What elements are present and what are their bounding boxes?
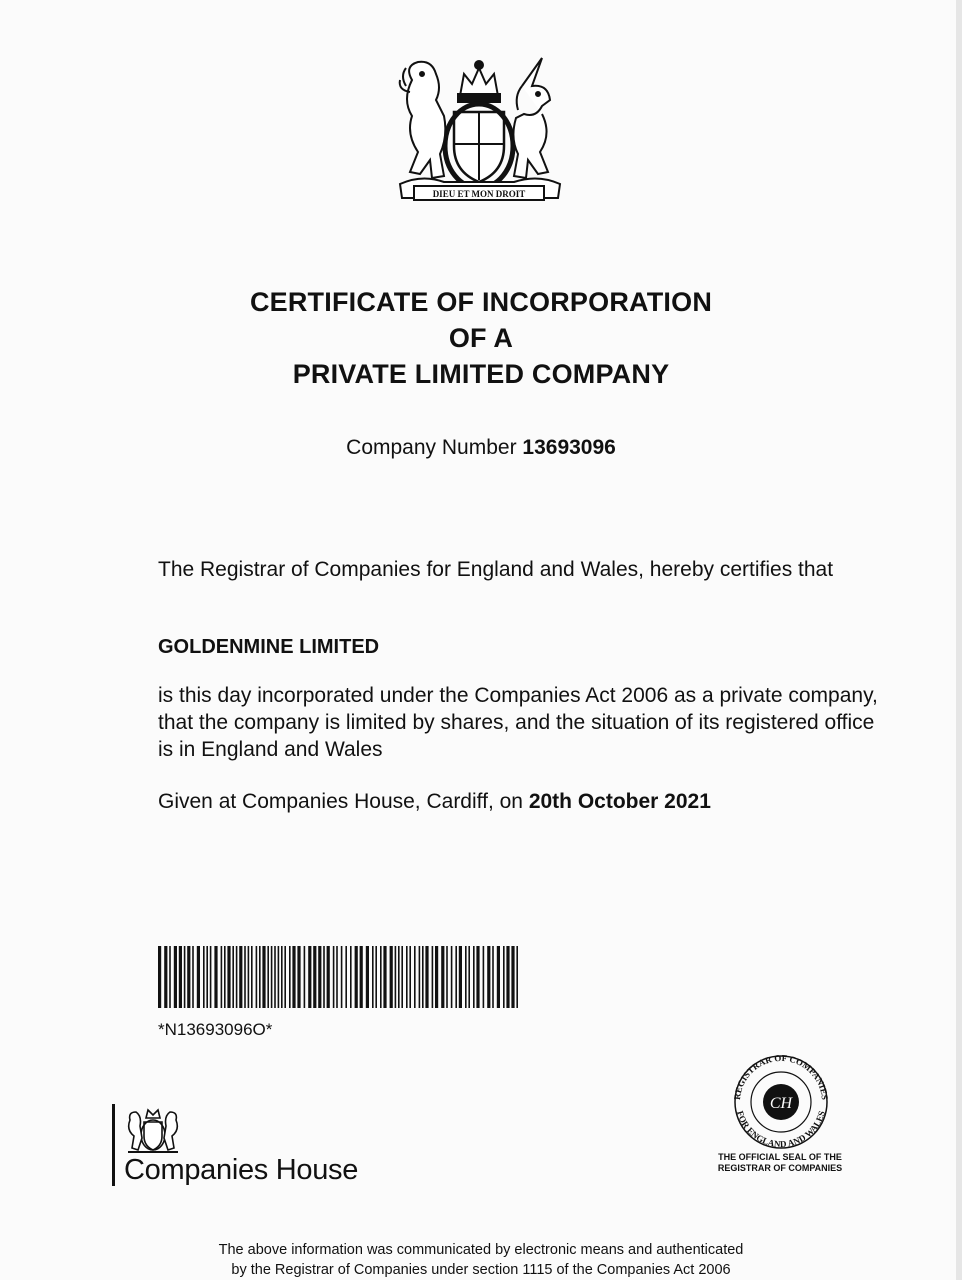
barcode-bar xyxy=(425,946,428,1008)
barcode-bar xyxy=(169,946,171,1008)
barcode-bar xyxy=(318,946,321,1008)
barcode-bar xyxy=(465,946,467,1008)
company-number-label: Company Number xyxy=(346,436,517,459)
barcode-bar xyxy=(210,946,212,1008)
barcode-bar xyxy=(192,946,194,1008)
barcode-bar xyxy=(350,946,352,1008)
logo-bar xyxy=(112,1104,115,1186)
barcode-bar xyxy=(304,946,306,1008)
barcode-bar xyxy=(179,946,182,1008)
barcode-bar xyxy=(214,946,217,1008)
barcode-bar xyxy=(422,946,424,1008)
barcode-bar xyxy=(435,946,438,1008)
royal-coat-of-arms-icon xyxy=(124,1106,182,1156)
barcode-bar xyxy=(459,946,462,1008)
barcode-bar xyxy=(259,946,261,1008)
title-line-2: OF A xyxy=(448,323,514,353)
company-number xyxy=(0,436,962,460)
barcode-bar xyxy=(409,946,411,1008)
barcode-bar xyxy=(455,946,457,1008)
seal-caption xyxy=(700,1152,860,1174)
seal-caption-line-1: THE OFFICIAL SEAL OF THE xyxy=(718,1152,842,1162)
barcode-bar xyxy=(206,946,208,1008)
barcode-bar xyxy=(441,946,444,1008)
barcode-bar xyxy=(197,946,200,1008)
barcode-bar xyxy=(244,946,246,1008)
certification-intro: The Registrar of Companies for England and Wales, hereby certifies that xyxy=(158,558,834,581)
barcode-text: *N13693096O* xyxy=(158,1020,273,1039)
barcode-bar xyxy=(174,946,177,1008)
barcode-bar xyxy=(158,946,161,1008)
given-prefix: Given at Companies House, Cardiff, on xyxy=(158,790,523,813)
barcode-bar xyxy=(271,946,273,1008)
barcode-bar xyxy=(383,946,386,1008)
given-at-line xyxy=(158,788,878,815)
barcode-bar xyxy=(333,946,335,1008)
barcode-bar xyxy=(281,946,283,1008)
barcode-bar xyxy=(372,946,374,1008)
barcode-bar xyxy=(323,946,325,1008)
barcode-bar xyxy=(256,946,258,1008)
barcode-bar xyxy=(375,946,377,1008)
barcode-bar xyxy=(390,946,393,1008)
barcode-bar xyxy=(203,946,205,1008)
companies-house-name: Companies House xyxy=(124,1154,359,1186)
barcode-bar xyxy=(236,946,238,1008)
barcode-bar xyxy=(492,946,494,1008)
barcode-bar xyxy=(262,946,265,1008)
incorporation-statement: is this day incorporated under the Companies Act 2006 as a private company, that the company is limited by shares, and the situation of its registered office is in England and Wales xyxy=(158,684,878,761)
barcode-bar xyxy=(267,946,269,1008)
barcode-bar xyxy=(503,946,505,1008)
incorporation-date: 20th October 2021 xyxy=(528,790,711,813)
barcode-bar xyxy=(239,946,242,1008)
barcode-bar xyxy=(327,946,330,1008)
barcode-bar xyxy=(511,946,514,1008)
barcode-bar xyxy=(274,946,276,1008)
company-number-value: 13693096 xyxy=(522,436,616,459)
barcode-bar xyxy=(292,946,295,1008)
barcode-bar xyxy=(187,946,190,1008)
barcode-bar xyxy=(473,946,475,1008)
official-seal-icon xyxy=(722,1052,840,1152)
seal-ring-top: REGISTRAR OF COMPANIES xyxy=(731,1052,830,1101)
barcode-bar xyxy=(360,946,363,1008)
barcode-bar xyxy=(341,946,343,1008)
barcode-bar xyxy=(451,946,453,1008)
seal-monogram: CH xyxy=(769,1095,793,1112)
crest-motto: DIEU ET MON DROIT xyxy=(432,189,526,199)
barcode xyxy=(158,946,520,1008)
barcode-bar xyxy=(432,946,434,1008)
companies-house-logo xyxy=(112,1104,382,1188)
barcode-bar xyxy=(398,946,400,1008)
barcode-bar xyxy=(232,946,234,1008)
barcode-bar xyxy=(284,946,286,1008)
barcode-bar xyxy=(227,946,230,1008)
page-edge xyxy=(956,0,962,1280)
barcode-bar xyxy=(251,946,253,1008)
barcode-bar xyxy=(406,946,408,1008)
barcode-bar xyxy=(419,946,421,1008)
barcode-bar xyxy=(336,946,338,1008)
barcode-bar xyxy=(366,946,369,1008)
barcode-bar xyxy=(297,946,300,1008)
barcode-bar xyxy=(164,946,167,1008)
royal-coat-of-arms-icon xyxy=(392,56,567,206)
barcode-bar xyxy=(355,946,358,1008)
barcode-bar xyxy=(248,946,250,1008)
barcode-bar xyxy=(308,946,311,1008)
barcode-bar xyxy=(224,946,226,1008)
seal-ring-bottom: FOR ENGLAND AND WALES xyxy=(735,1109,827,1150)
barcode-bar xyxy=(278,946,280,1008)
barcode-bar xyxy=(446,946,448,1008)
barcode-bar xyxy=(483,946,485,1008)
barcode-bar xyxy=(506,946,509,1008)
barcode-bar xyxy=(345,946,347,1008)
seal-caption-line-2: REGISTRAR OF COMPANIES xyxy=(717,1163,843,1173)
barcode-bar xyxy=(516,946,518,1008)
footer-line-1: The above information was communicated by electronic means and authenticated xyxy=(218,1242,744,1258)
barcode-bar xyxy=(476,946,479,1008)
barcode-bar xyxy=(380,946,382,1008)
certificate-title xyxy=(0,284,962,392)
barcode-bar xyxy=(401,946,403,1008)
barcode-bar xyxy=(414,946,416,1008)
authentication-footer xyxy=(0,1240,962,1280)
barcode-bar xyxy=(487,946,490,1008)
barcode-bar xyxy=(497,946,500,1008)
barcode-bar xyxy=(184,946,186,1008)
barcode-bar xyxy=(289,946,291,1008)
company-name: GOLDENMINE LIMITED xyxy=(158,636,380,658)
barcode-bar xyxy=(468,946,470,1008)
footer-line-2: by the Registrar of Companies under section 1115 of the Companies Act 2006 xyxy=(231,1262,731,1278)
title-line-1: CERTIFICATE OF INCORPORATION xyxy=(249,287,713,317)
title-line-3: PRIVATE LIMITED COMPANY xyxy=(292,359,670,389)
barcode-bar xyxy=(313,946,316,1008)
barcode-bar xyxy=(395,946,397,1008)
barcode-bar xyxy=(221,946,223,1008)
